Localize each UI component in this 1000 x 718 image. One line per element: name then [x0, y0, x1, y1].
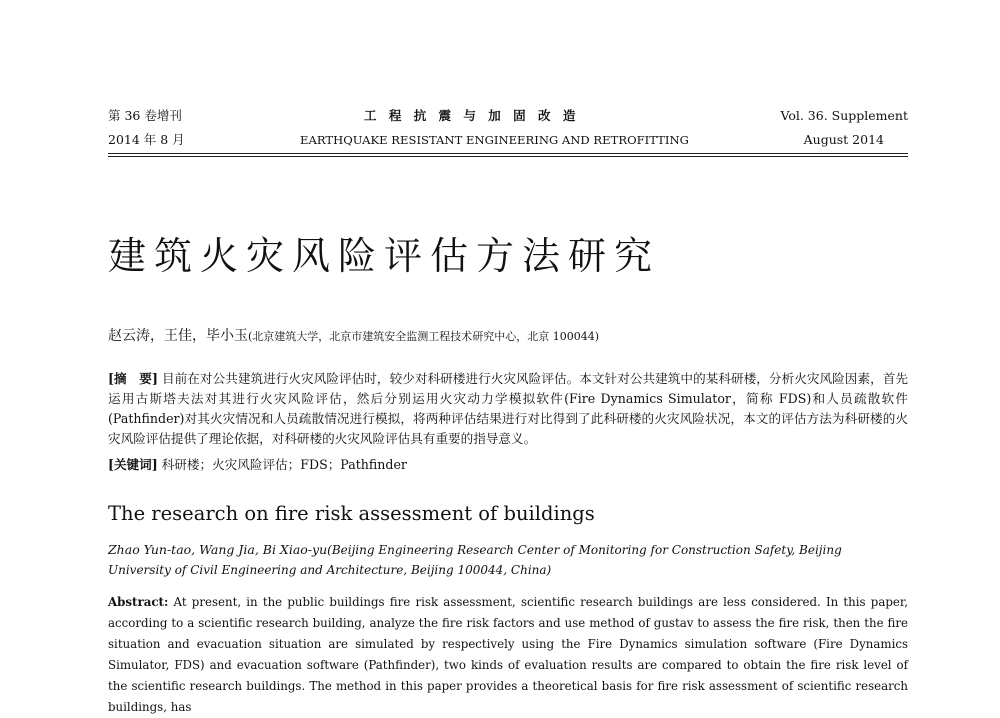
authors-cn: 赵云涛，王佳，毕小玉	[108, 328, 248, 344]
keywords-cn	[108, 456, 407, 474]
article-title-en: The research on fire risk assessment of buildings	[108, 502, 595, 525]
article-title-cn: 建筑火灾风险评估方法研究	[108, 234, 661, 278]
abstract-cn-text: 目前在对公共建筑进行火灾风险评估时，较少对科研楼进行火灾风险评估。本文针对公共建筑中的某科研楼，分析火灾风险因素，首先运用古斯塔夫法对其进行火灾风险评估，然后分别运用火灾动力学模拟软件(Fire Dynamics Simulator，简称 FDS)和人员疏散软件(Pathfinder)对其火灾情况和人员疏散情况进行模拟，将两种评估结果进行对比得到了此科研楼的火灾风险状况，本文的评估方法为科研楼的火灾风险评估提供了理论依据，对科研楼的火灾风险评估具有重要的指导意义。	[108, 371, 908, 446]
abstract-cn	[108, 369, 908, 449]
authors-cn-line	[108, 327, 599, 346]
keywords-cn-label: [关键词]	[108, 457, 158, 472]
authors-en-block	[108, 540, 908, 580]
header-rule	[108, 153, 908, 154]
date-cn: 2014 年 8 月	[108, 132, 185, 147]
journal-title-en: EARTHQUAKE RESISTANT ENGINEERING AND RETROFITTING	[300, 133, 689, 147]
journal-title-cn: 工 程 抗 震 与 加 固 改 造	[364, 108, 580, 123]
keywords-cn-text: 科研楼；火灾风险评估；FDS；Pathfinder	[157, 457, 407, 472]
volume-cn: 第 36 卷增刊	[108, 108, 182, 123]
authors-en: Zhao Yun-tao, Wang Jia, Bi Xiao-yu	[108, 542, 328, 557]
affiliation-en: (Beijing Engineering Research Center of Monitoring for Construction Safety, Beijing University of Civil Engineering and Architecture, Beijing 100044, China)	[108, 543, 842, 577]
abstract-en-label: Abstract:	[108, 595, 169, 609]
date-en: August 2014	[803, 132, 884, 147]
abstract-en	[108, 592, 908, 718]
volume-en: Vol. 36. Supplement	[780, 108, 908, 123]
affiliation-cn: (北京建筑大学，北京市建筑安全监测工程技术研究中心，北京 100044)	[248, 330, 600, 343]
header-rule-double	[108, 156, 908, 157]
abstract-cn-label: [摘 要]	[108, 371, 158, 386]
abstract-en-text: At present, in the public buildings fire risk assessment, scientific research buildings are less considered. In this paper, according to a scientific research building, analyze the fire risk factors and use method of gustav to assess the fire risk, then the fire situation and evacuation situation are simulated by respectively using the Fire Dynamics simulation software (Fire Dynamics Simulator, FDS) and evacuation software (Pathfinder), two kinds of evaluation results are compared to obtain the fire risk level of the scientific research buildings. The method in this paper provides a theoretical basis for fire risk assessment of scientific research buildings, has	[108, 595, 908, 714]
